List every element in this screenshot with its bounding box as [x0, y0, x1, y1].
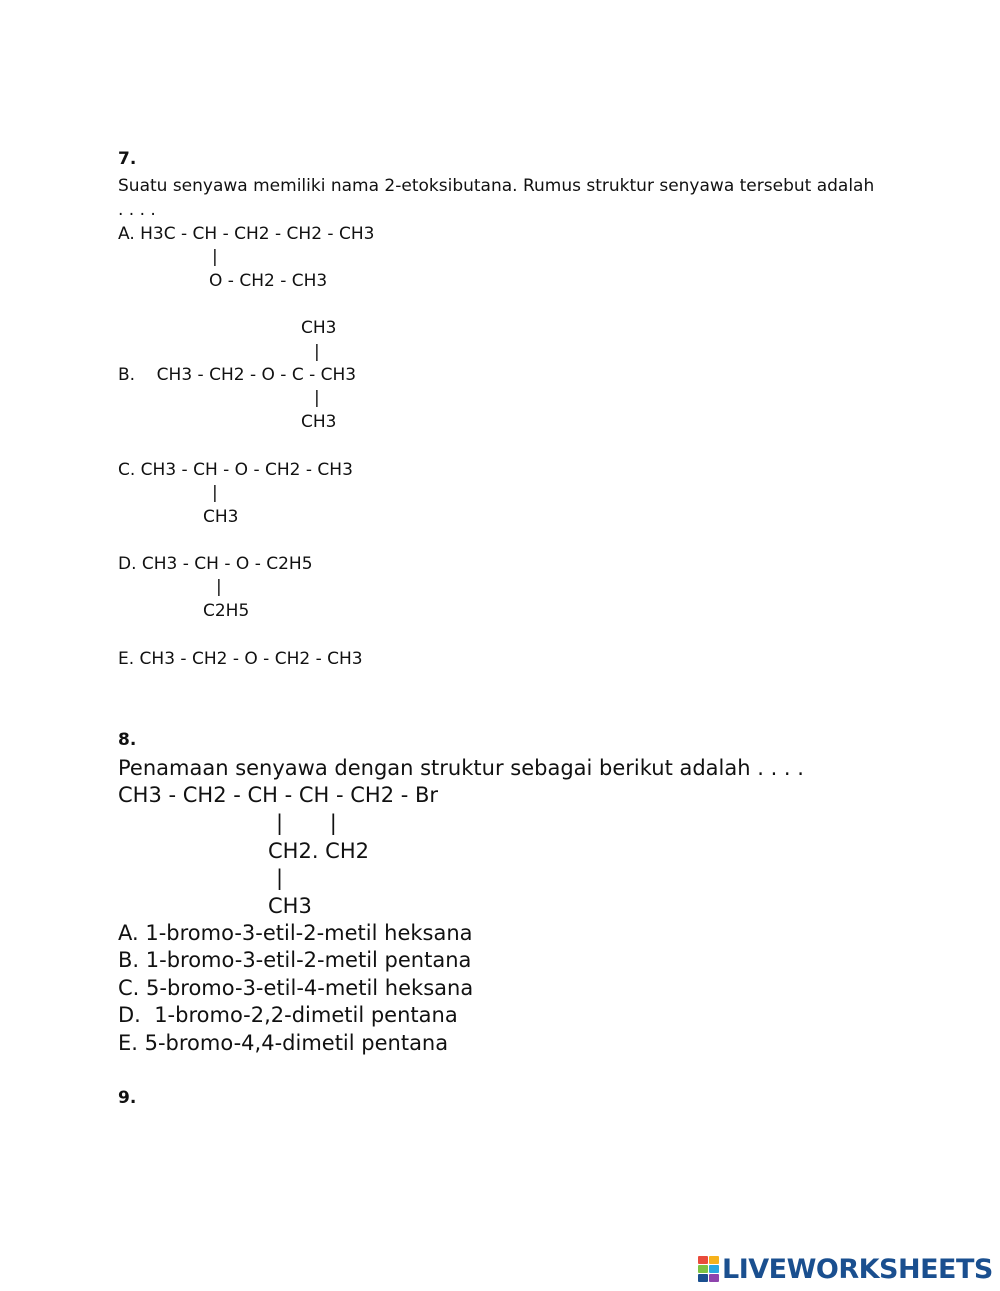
q7-option-c-main: C. CH3 - CH - O - CH2 - CH3 — [118, 460, 353, 480]
q8-question: Penamaan senyawa dengan struktur sebagai berikut adalah . . . . — [118, 756, 804, 780]
q7-number: 7. — [118, 149, 137, 169]
q7-option-b-top-bond: | — [314, 342, 320, 362]
q7-option-c-branch: CH3 — [203, 507, 239, 527]
q7-option-e: E. CH3 - CH2 - O - CH2 - CH3 — [118, 649, 363, 669]
logo-tile — [698, 1256, 708, 1264]
q7-question-line2: . . . . — [118, 200, 156, 220]
q7-option-d-branch: C2H5 — [203, 601, 250, 621]
q7-option-d-bond: | — [216, 577, 222, 597]
q7-question-line1: Suatu senyawa memiliki nama 2-etoksibutana. Rumus struktur senyawa tersebut adalah — [118, 176, 875, 196]
q8-structure-main: CH3 - CH2 - CH - CH - CH2 - Br — [118, 783, 439, 807]
logo-tile — [709, 1256, 719, 1264]
q7-option-b-bottom-bond: | — [314, 388, 320, 408]
q8-option-b: B. 1-bromo-3-etil-2-metil pentana — [118, 948, 472, 972]
q8-number: 8. — [118, 730, 137, 750]
logo-mark-icon — [698, 1256, 719, 1282]
q8-option-a: A. 1-bromo-3-etil-2-metil heksana — [118, 921, 473, 945]
q7-option-d-main: D. CH3 - CH - O - C2H5 — [118, 554, 313, 574]
q8-structure-branches: CH2. CH2 — [268, 839, 369, 863]
q8-option-c: C. 5-bromo-3-etil-4-metil heksana — [118, 976, 474, 1000]
q7-option-a-bond: | — [212, 247, 218, 267]
q9-number: 9. — [118, 1088, 137, 1108]
logo-tile — [698, 1274, 708, 1282]
logo-tile — [709, 1274, 719, 1282]
q8-structure-bonds: | | — [276, 811, 337, 835]
q8-option-d: D. 1-bromo-2,2-dimetil pentana — [118, 1003, 458, 1027]
logo-tile — [698, 1265, 708, 1273]
q8-option-e: E. 5-bromo-4,4-dimetil pentana — [118, 1031, 449, 1055]
q7-option-a-main: A. H3C - CH - CH2 - CH2 - CH3 — [118, 224, 375, 244]
logo-text: LIVEWORKSHEETS — [722, 1253, 993, 1285]
liveworksheets-logo — [698, 1254, 993, 1284]
q7-option-c-bond: | — [212, 483, 218, 503]
q7-option-b-top-branch: CH3 — [301, 318, 337, 338]
q8-structure-branch2: CH3 — [268, 894, 312, 918]
logo-tile — [709, 1265, 719, 1273]
q7-option-b-bottom-branch: CH3 — [301, 412, 337, 432]
q7-option-a-branch: O - CH2 - CH3 — [209, 271, 328, 291]
q8-structure-bond2: | — [276, 866, 284, 890]
q7-option-b-main: B. CH3 - CH2 - O - C - CH3 — [118, 365, 357, 385]
